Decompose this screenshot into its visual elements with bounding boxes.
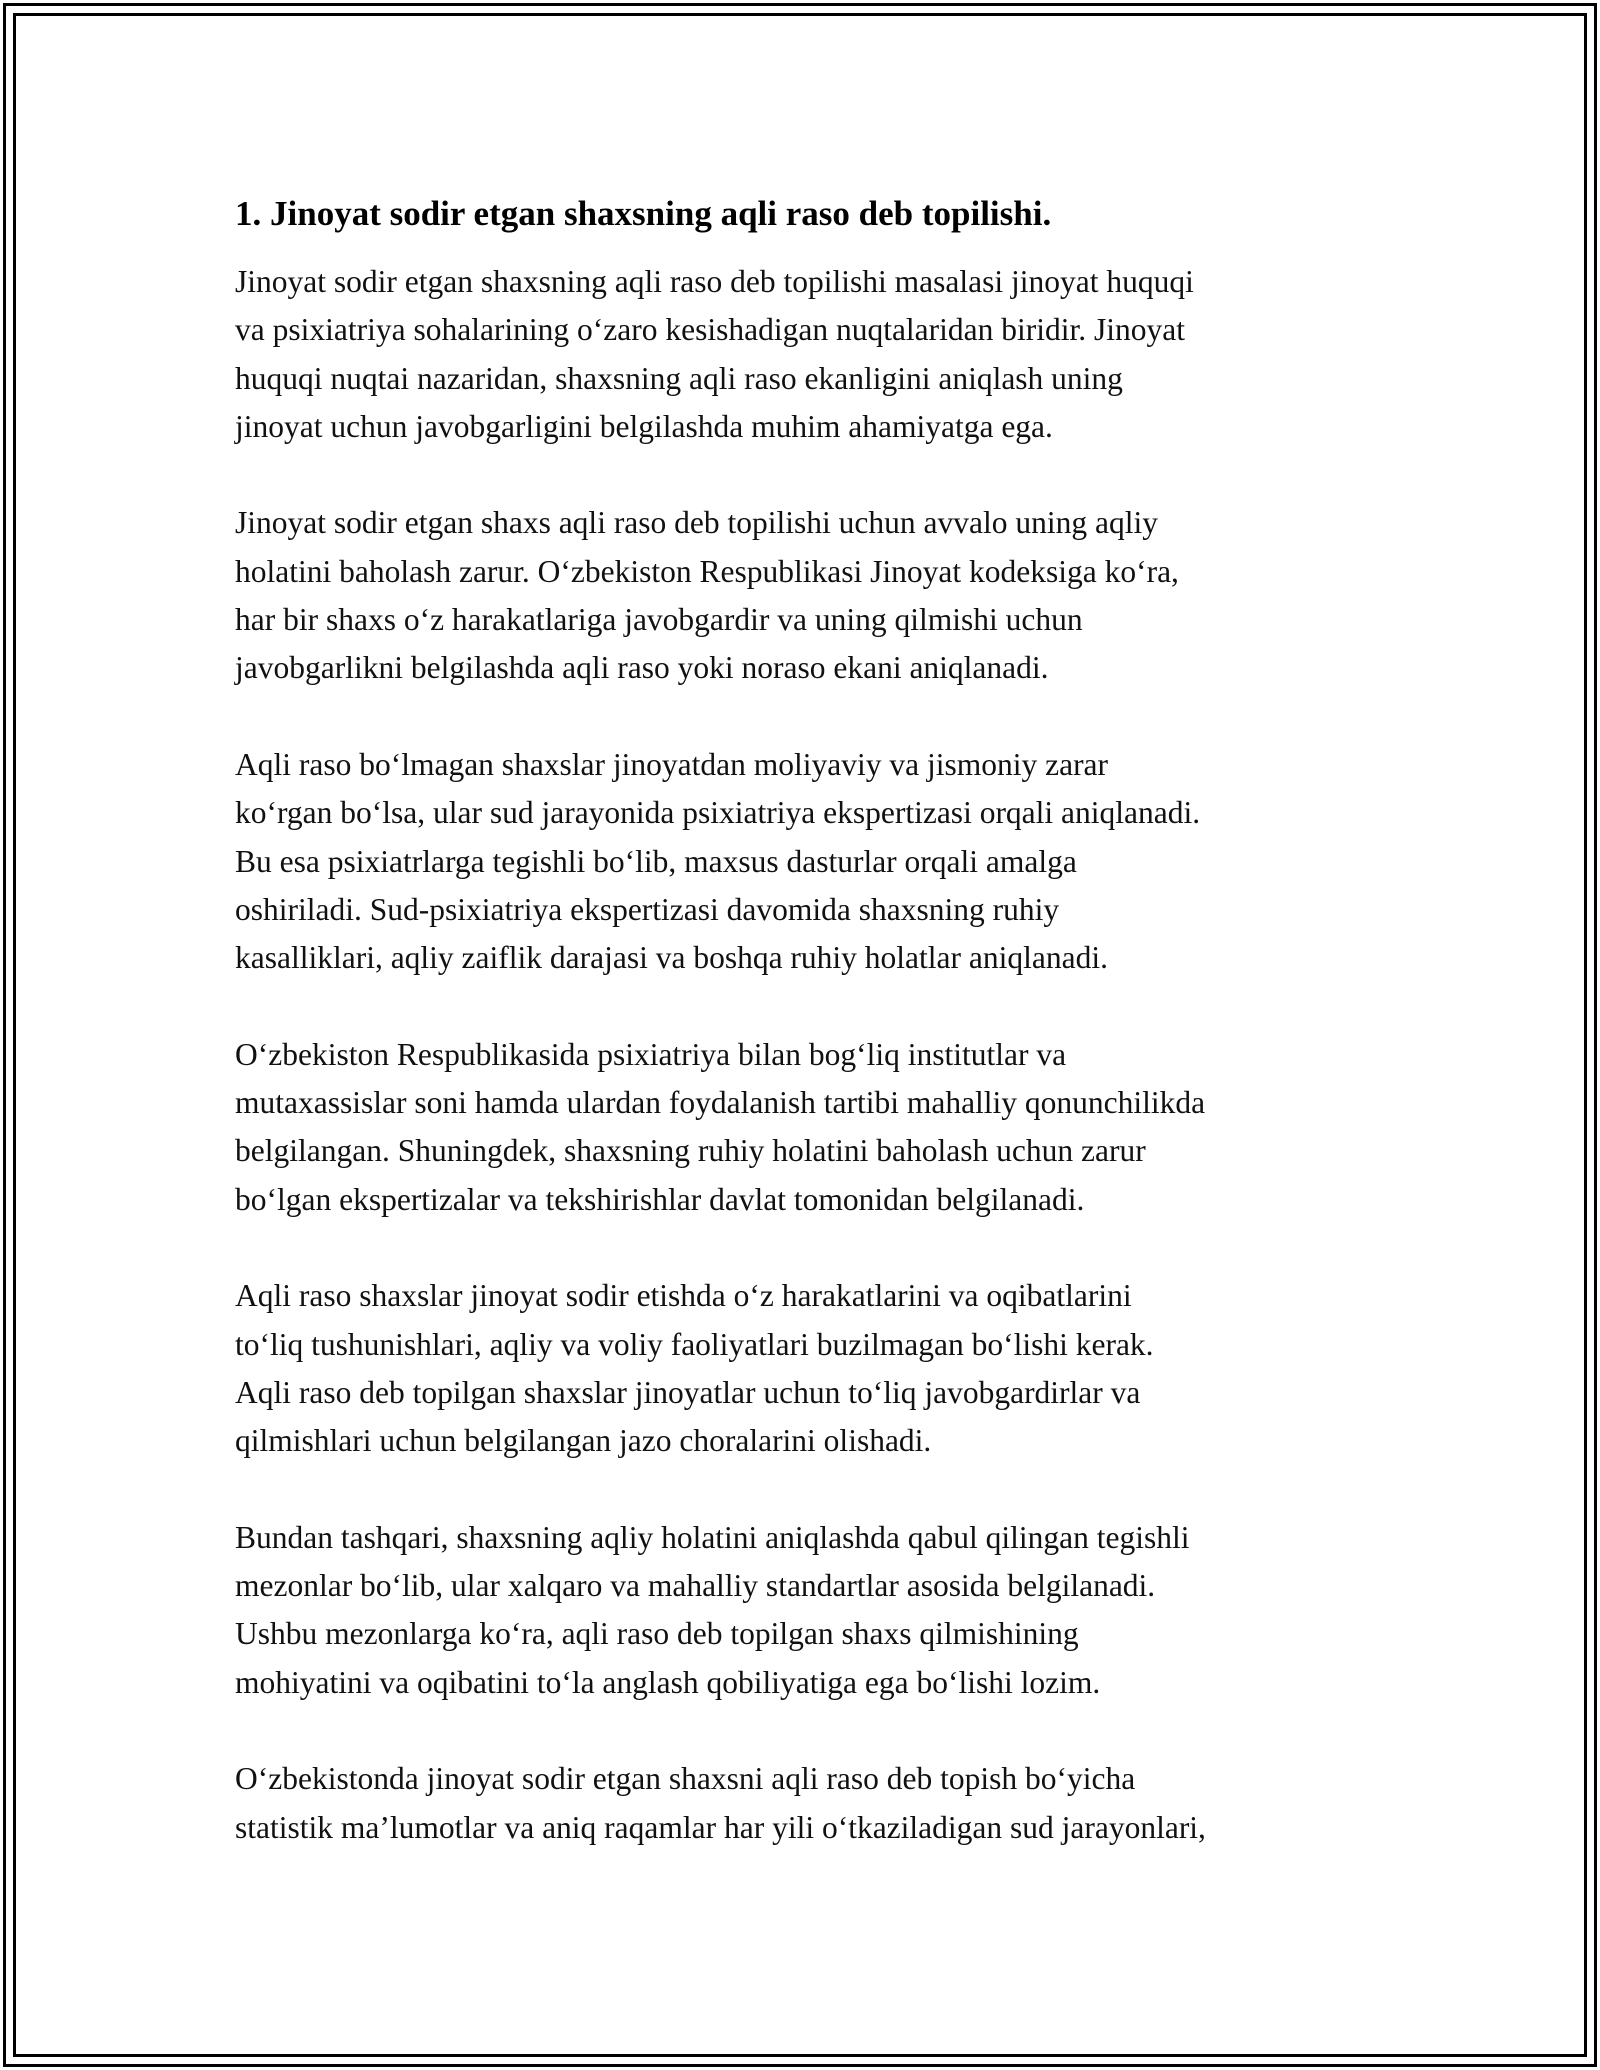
text-line: Jinoyat sodir etgan shaxs aqli raso deb topilishi uchun avvalo uning aqliy [235, 505, 1158, 541]
text-line: har bir shaxs o‘z harakatlariga javobgardir va uning qilmishi uchun [235, 602, 1083, 638]
text-line: mezonlar bo‘lib, ular xalqaro va mahalliy standartlar asosida belgilanadi. [235, 1568, 1156, 1604]
text-line: to‘liq tushunishlari, aqliy va voliy faoliyatlari buzilmagan bo‘lishi kerak. [235, 1326, 1154, 1362]
document-page [235, 190, 1375, 1900]
paragraph-6 [235, 1514, 1375, 1707]
paragraph-7 [235, 1755, 1375, 1852]
text-line: ko‘rgan bo‘lsa, ular sud jarayonida psixiatriya ekspertizasi orqali aniqlanadi. [235, 795, 1201, 831]
text-line: mohiyatini va oqibatini to‘la anglash qobiliyatiga ega bo‘lishi lozim. [235, 1664, 1101, 1700]
text-line: Jinoyat sodir etgan shaxsning aqli raso deb topilishi masalasi jinoyat huquqi [235, 264, 1194, 299]
text-line: Aqli raso deb topilgan shaxslar jinoyatlar uchun to‘liq javobgardirlar va [235, 1374, 1141, 1410]
paragraph-1 [235, 258, 1375, 451]
paragraph-4 [235, 1031, 1375, 1224]
paragraph-3 [235, 741, 1375, 982]
text-line: va psixiatriya sohalarining o‘zaro kesishadigan nuqtalaridan biridir. Jinoyat [235, 312, 1185, 348]
text-line: holatini baholash zarur. O‘zbekiston Respublikasi Jinoyat kodeksiga ko‘ra, [235, 553, 1179, 589]
paragraph-5 [235, 1272, 1375, 1465]
text-line: statistik ma’lumotlar va aniq raqamlar har yili o‘tkaziladigan sud jarayonlari, [235, 1809, 1206, 1845]
text-line: belgilangan. Shuningdek, shaxsning ruhiy holatini baholash uchun zarur [235, 1133, 1146, 1169]
text-line: O‘zbekiston Respublikasida psixiatriya bilan bog‘liq institutlar va [235, 1036, 1067, 1072]
text-line: oshiriladi. Sud-psixiatriya ekspertizasi davomida shaxsning ruhiy [235, 891, 1060, 927]
text-line: O‘zbekistonda jinoyat sodir etgan shaxsni aqli raso deb topish bo‘yicha [235, 1761, 1136, 1797]
text-line: kasalliklari, aqliy zaiflik darajasi va boshqa ruhiy holatlar aniqlanadi. [235, 940, 1108, 976]
section-heading: 1. Jinoyat sodir etgan shaxsning aqli raso deb topilishi. [235, 194, 1052, 233]
text-line: Aqli raso shaxslar jinoyat sodir etishda o‘z harakatlarini va oqibatlarini [235, 1278, 1132, 1314]
paragraph-2 [235, 499, 1375, 692]
text-line: mutaxassislar soni hamda ulardan foydalanish tartibi mahalliy qonunchilikda [235, 1085, 1206, 1121]
text-line: qilmishlari uchun belgilangan jazo choralarini olishadi. [235, 1423, 932, 1459]
text-line: Ushbu mezonlarga ko‘ra, aqli raso deb topilgan shaxs qilmishining [235, 1616, 1079, 1652]
text-line: javobgarlikni belgilashda aqli raso yoki noraso ekani aniqlanadi. [235, 650, 1049, 686]
text-line: Aqli raso bo‘lmagan shaxslar jinoyatdan moliyaviy va jismoniy zarar [235, 746, 1109, 782]
text-line: jinoyat uchun javobgarligini belgilashda muhim ahamiyatga ega. [235, 408, 1053, 444]
text-line: Bundan tashqari, shaxsning aqliy holatini aniqlashda qabul qilingan tegishli [235, 1519, 1190, 1555]
text-line: Bu esa psixiatrlarga tegishli bo‘lib, maxsus dasturlar orqali amalga [235, 843, 1077, 879]
text-line: huquqi nuqtai nazaridan, shaxsning aqli raso ekanligini aniqlash uning [235, 360, 1123, 396]
text-line: bo‘lgan ekspertizalar va tekshirishlar davlat tomonidan belgilanadi. [235, 1181, 1085, 1217]
